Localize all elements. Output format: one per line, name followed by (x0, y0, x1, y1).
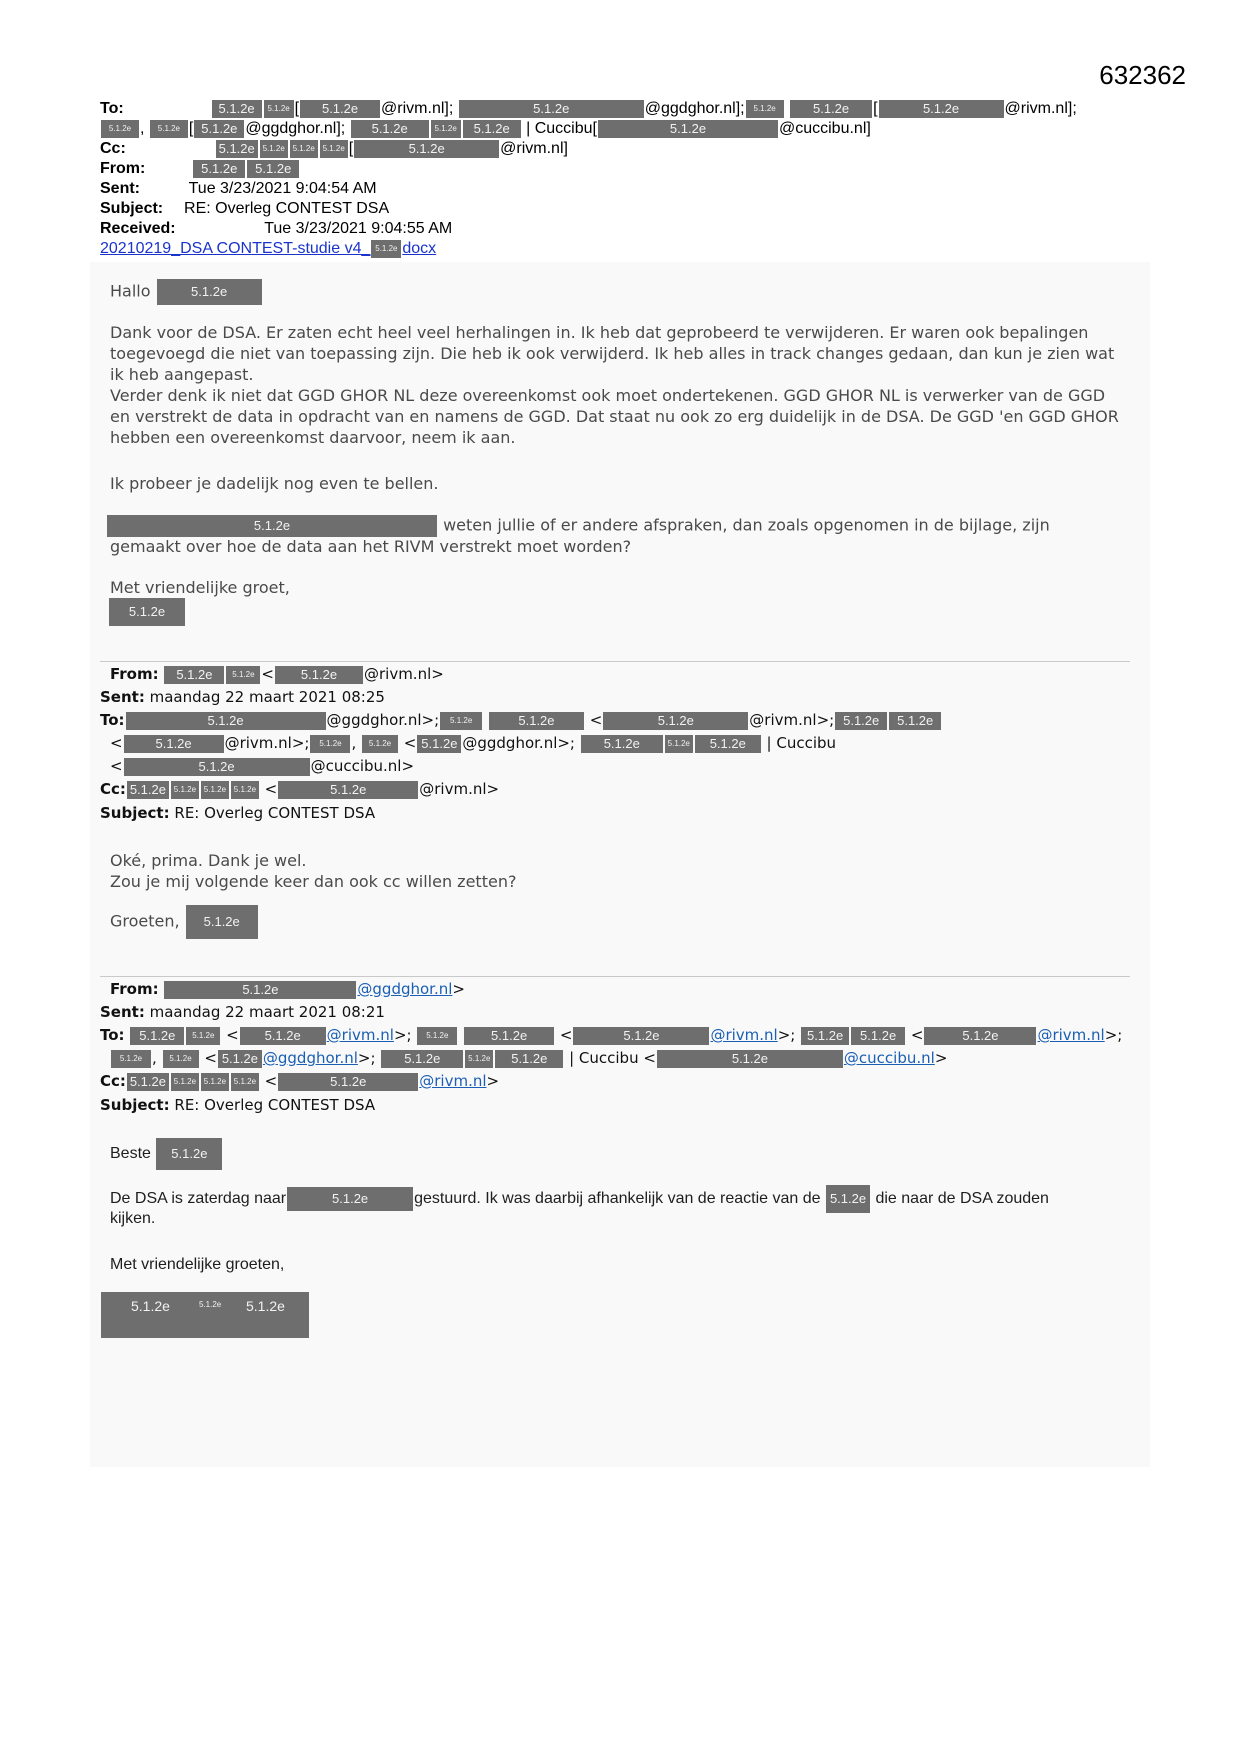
email-domain: @rivm.nl] (500, 140, 568, 157)
redaction: 5.1.2e (351, 120, 429, 138)
redaction: 5.1.2e (199, 1300, 222, 1309)
email-domain: @rivm.nl>; (224, 734, 310, 752)
para-2: Verder denk ik niet dat GGD GHOR NL deze overeenkomst ook moet ondertekenen. GGD GHOR NL is verwerker van de GGD en verstrekt de data in opdracht van en namens de GGD. Dat staat nu ook zo erg duidelijk in de DSA. De GGD 'en GGD GHOR hebben een overeenkomst daarvoor, neem ik aan. (110, 386, 1119, 447)
email-domain: @rivm.nl> (363, 665, 444, 683)
to-label: To: (100, 1026, 125, 1044)
email-domain: @ggdghor.nl]; (644, 100, 745, 117)
email-link[interactable]: @rivm.nl (326, 1026, 394, 1044)
fw2-from-line: From: 5.1.2e @ggdghor.nl> (110, 980, 465, 998)
email-domain: @cuccibu.nl] (778, 120, 871, 137)
redaction: 5.1.2e (171, 781, 199, 799)
fw1-subject-line (100, 802, 375, 824)
para-1: Dank voor de DSA. Er zaten echt heel veel herhalingen in. Ik heb dat geprobeerd te verwijderen. Er waren ook bepalingen toegevoegd die niet van toepassing zijn. Die heb ik ook verwijderd. Ik heb alles in track changes gedaan, dan kun je zien wat ik heb aangepast. (110, 323, 1115, 384)
redaction: 5.1.2e (109, 598, 185, 626)
attachment-name[interactable]: 20210219_DSA CONTEST-studie v4_ (100, 240, 371, 257)
redaction: 5.1.2e (371, 240, 401, 258)
attachment-ext[interactable]: docx (402, 240, 437, 257)
fw2-sent-line (100, 1001, 385, 1023)
redaction: 5.1.2e (665, 735, 693, 753)
subject-line (100, 199, 389, 219)
redaction: 5.1.2e (101, 120, 139, 138)
closing: Met vriendelijke groet, (110, 578, 290, 597)
redaction: 5.1.2e (417, 1027, 457, 1045)
redaction: 5.1.2e (603, 712, 748, 730)
fw2-greeting-line (110, 1138, 223, 1170)
sent-value: maandag 22 maart 2021 08:21 (149, 1003, 385, 1021)
email-domain: @rivm.nl]; (381, 100, 454, 117)
to-line-2: 5.1.2e , 5.1.2e [ 5.1.2e @ggdghor.nl]; 5.1.2e 5.1.2e 5.1.2e | Cuccibu[ 5.1.2e @cuccibu.nl] (100, 119, 871, 139)
redaction: 5.1.2e (264, 100, 294, 118)
email-link[interactable]: @ggdghor.nl (357, 980, 453, 998)
received-line (100, 219, 452, 239)
fw2-to-line-1: To: 5.1.2e 5.1.2e < 5.1.2e @rivm.nl>; 5.1.2e 5.1.2e < 5.1.2e @rivm.nl>; 5.1.2e 5.1.2e < 5.1.2e @rivm.nl>; (100, 1026, 1123, 1044)
fw1-line-2: Zou je mij volgende keer dan ook cc willen zetten? (110, 872, 517, 891)
fw1-to-line-1: To: 5.1.2e @ggdghor.nl>; 5.1.2e 5.1.2e < 5.1.2e @rivm.nl>; 5.1.2e 5.1.2e (100, 709, 942, 731)
fw2-para-line-2: kijken. (110, 1210, 156, 1227)
received-value: Tue 3/23/2021 9:04:55 AM (264, 220, 453, 237)
redaction: 5.1.2e (131, 1298, 170, 1314)
fw1-sent-line (100, 686, 385, 708)
fw1-line-1: Oké, prima. Dank je wel. (110, 851, 307, 870)
redaction: 5.1.2e (126, 712, 326, 730)
redaction: 5.1.2e (463, 120, 521, 138)
redaction: 5.1.2e (440, 712, 482, 730)
sent-value: maandag 22 maart 2021 08:25 (149, 688, 385, 706)
redaction: 5.1.2e (851, 1027, 905, 1045)
redaction: 5.1.2e (790, 100, 872, 118)
separator (100, 661, 1130, 662)
redaction: 5.1.2e (746, 100, 784, 118)
redaction: 5.1.2e (464, 1027, 554, 1045)
fw1-to-line-3: < 5.1.2e @cuccibu.nl> (110, 757, 415, 775)
redaction: 5.1.2e (431, 120, 461, 138)
cuccibu-label: | Cuccibu[ (526, 120, 597, 137)
redaction: 5.1.2e (573, 1027, 709, 1045)
redaction: 5.1.2e (164, 981, 356, 999)
redaction: 5.1.2e (826, 1185, 870, 1213)
redaction: 5.1.2e (290, 140, 318, 158)
closing: Groeten, (110, 911, 180, 931)
email-link[interactable]: @ggdghor.nl (262, 1049, 358, 1067)
redaction: 5.1.2e (218, 1050, 262, 1068)
fw2-subject-line (100, 1094, 375, 1116)
redaction: 5.1.2e (362, 735, 398, 753)
separator (100, 976, 1130, 977)
redaction: 5.1.2e (150, 120, 188, 138)
redaction: 5.1.2e (164, 666, 224, 684)
redaction: 5.1.2e (417, 735, 461, 753)
question-line-1 (106, 515, 1050, 537)
to-line-1: To: 5.1.2e 5.1.2e [ 5.1.2e @rivm.nl]; 5.1.2e @ggdghor.nl]; 5.1.2e 5.1.2e [ 5.1.2e @rivm.nl]; (100, 100, 1077, 117)
redaction: 5.1.2e (231, 781, 259, 799)
cc-line: Cc: 5.1.2e 5.1.2e 5.1.2e 5.1.2e [ 5.1.2e @rivm.nl] (100, 140, 568, 157)
email-domain: @rivm.nl> (419, 780, 500, 798)
cuccibu-label: | Cuccibu (766, 734, 837, 752)
email-domain: @rivm.nl]; (1004, 100, 1077, 117)
para-text: gestuurd. Ik was daarbij afhankelijk van de reactie van de (414, 1190, 821, 1208)
message-paragraph-1 (110, 322, 1130, 448)
email-domain: @ggdghor.nl]; (245, 120, 346, 137)
redaction: 5.1.2e (194, 120, 244, 138)
redaction: 5.1.2e (231, 1073, 259, 1091)
sent-line (100, 179, 377, 199)
fw1-closing-line (110, 905, 259, 939)
redaction: 5.1.2e (212, 100, 262, 118)
attachment-link[interactable] (100, 239, 436, 259)
redaction: 5.1.2e (124, 735, 224, 753)
subject-value: RE: Overleg CONTEST DSA (174, 1096, 376, 1114)
from-label: From: (110, 980, 159, 998)
redaction: 5.1.2e (278, 781, 418, 799)
greeting: Beste (110, 1145, 151, 1163)
redaction: 5.1.2e (924, 1027, 1036, 1045)
redaction: 5.1.2e (240, 1027, 326, 1045)
greeting-line (110, 279, 263, 305)
question-text: weten jullie of er andere afspraken, dan zoals opgenomen in de bijlage, zijn (443, 515, 1050, 535)
redaction: 5.1.2e (459, 100, 644, 118)
email-domain: @rivm.nl>; (749, 711, 835, 729)
redaction: 5.1.2e (260, 140, 288, 158)
to-label: To: (100, 711, 125, 729)
subject-value: RE: Overleg CONTEST DSA (174, 804, 376, 822)
fw1-from-line: From: 5.1.2e 5.1.2e < 5.1.2e @rivm.nl> (110, 665, 444, 683)
redaction: 5.1.2e (287, 1187, 413, 1211)
redaction: 5.1.2e (216, 140, 258, 158)
redaction: 5.1.2e (186, 1027, 220, 1045)
sent-label: Sent: (100, 1003, 145, 1021)
message-paragraph-3: Ik probeer je dadelijk nog even te bellen. (110, 474, 439, 493)
redaction: 5.1.2e (489, 712, 584, 730)
from-label: From: (110, 665, 159, 683)
fw1-cc-line: Cc: 5.1.2e 5.1.2e 5.1.2e 5.1.2e < 5.1.2e @rivm.nl> (100, 780, 500, 798)
redaction: 5.1.2e (186, 905, 258, 939)
from-label: From: (100, 160, 146, 177)
redaction: 5.1.2e (163, 1050, 199, 1068)
redaction: 5.1.2e (465, 1050, 493, 1068)
redaction: 5.1.2e (127, 781, 169, 799)
fw2-to-line-2: 5.1.2e , 5.1.2e < 5.1.2e @ggdghor.nl>; 5.1.2e 5.1.2e 5.1.2e | Cuccibu < 5.1.2e @cuccibu.nl> (110, 1047, 947, 1069)
question-line-2: gemaakt over hoe de data aan het RIVM verstrekt moet worden? (110, 537, 632, 556)
redaction: 5.1.2e (657, 1050, 843, 1068)
para-text: die naar de DSA zouden (875, 1190, 1049, 1208)
redaction: 5.1.2e (156, 1138, 222, 1170)
subject-label: Subject: (100, 200, 164, 217)
sent-value: Tue 3/23/2021 9:04:54 AM (188, 180, 377, 197)
sent-label: Sent: (100, 688, 145, 706)
to-label: To: (100, 100, 124, 117)
cuccibu-label: | Cuccibu < (569, 1049, 656, 1067)
redaction: 5.1.2e (130, 1027, 184, 1045)
signature-redaction (108, 598, 186, 626)
received-label: Received: (100, 220, 176, 237)
redaction: 5.1.2e (157, 279, 262, 305)
subject-value: RE: Overleg CONTEST DSA (184, 200, 390, 217)
redaction: 5.1.2e (835, 712, 887, 730)
document-id: 632362 (1099, 60, 1186, 90)
redaction: 5.1.2e (889, 712, 941, 730)
redaction: 5.1.2e (310, 735, 350, 753)
redaction: 5.1.2e (879, 100, 1004, 118)
redaction: 5.1.2e (111, 1050, 151, 1068)
fw1-to-line-2: < 5.1.2e @rivm.nl>; 5.1.2e , 5.1.2e < 5.1.2e @ggdghor.nl>; 5.1.2e 5.1.2e 5.1.2e | Cuccibu (110, 734, 837, 752)
para-text: De DSA is zaterdag naar (110, 1190, 287, 1208)
redaction: 5.1.2e (354, 140, 499, 158)
redaction: 5.1.2e (226, 666, 260, 684)
email-domain: @ggdghor.nl>; (462, 734, 575, 752)
greeting: Hallo (110, 281, 151, 301)
fw1-body (110, 850, 516, 892)
redaction: 5.1.2e (695, 735, 761, 753)
email-link[interactable]: @rivm.nl (710, 1026, 778, 1044)
redaction: 5.1.2e (275, 666, 363, 684)
redaction: 5.1.2e (171, 1073, 199, 1091)
redaction: 5.1.2e (107, 515, 437, 537)
email-domain: @ggdghor.nl>; (326, 711, 440, 729)
redaction: 5.1.2e (801, 1027, 849, 1045)
email-link[interactable]: @rivm.nl (1037, 1026, 1105, 1044)
email-domain: @cuccibu.nl> (310, 757, 415, 775)
redaction: 5.1.2e (127, 1073, 169, 1091)
redaction: 5.1.2e (201, 781, 229, 799)
signature-redaction (101, 1292, 309, 1338)
fw2-closing: Met vriendelijke groeten, (110, 1256, 285, 1273)
cc-label: Cc: (100, 140, 126, 157)
redaction: 5.1.2e (581, 735, 663, 753)
redaction: 5.1.2e (300, 100, 380, 118)
fw2-cc-line: Cc: 5.1.2e 5.1.2e 5.1.2e 5.1.2e < 5.1.2e @rivm.nl> (100, 1072, 500, 1090)
subject-label: Subject: (100, 804, 170, 822)
redaction: 5.1.2e (201, 1073, 229, 1091)
fw2-para-line-1 (110, 1185, 1049, 1213)
sent-label: Sent: (100, 180, 140, 197)
redaction: 5.1.2e (598, 120, 778, 138)
redaction: 5.1.2e (124, 758, 310, 776)
email-link[interactable]: @cuccibu.nl (843, 1049, 935, 1067)
redaction: 5.1.2e (320, 140, 348, 158)
redaction: 5.1.2e (193, 160, 245, 178)
cc-label: Cc: (100, 780, 126, 798)
redaction: 5.1.2e (246, 1298, 285, 1314)
redaction: 5.1.2e (278, 1073, 418, 1091)
cc-label: Cc: (100, 1072, 126, 1090)
redaction: 5.1.2e (247, 160, 299, 178)
subject-label: Subject: (100, 1096, 170, 1114)
from-line (100, 159, 300, 179)
email-link[interactable]: @rivm.nl (419, 1072, 487, 1090)
redaction: 5.1.2e (495, 1050, 563, 1068)
redaction: 5.1.2e (381, 1050, 463, 1068)
